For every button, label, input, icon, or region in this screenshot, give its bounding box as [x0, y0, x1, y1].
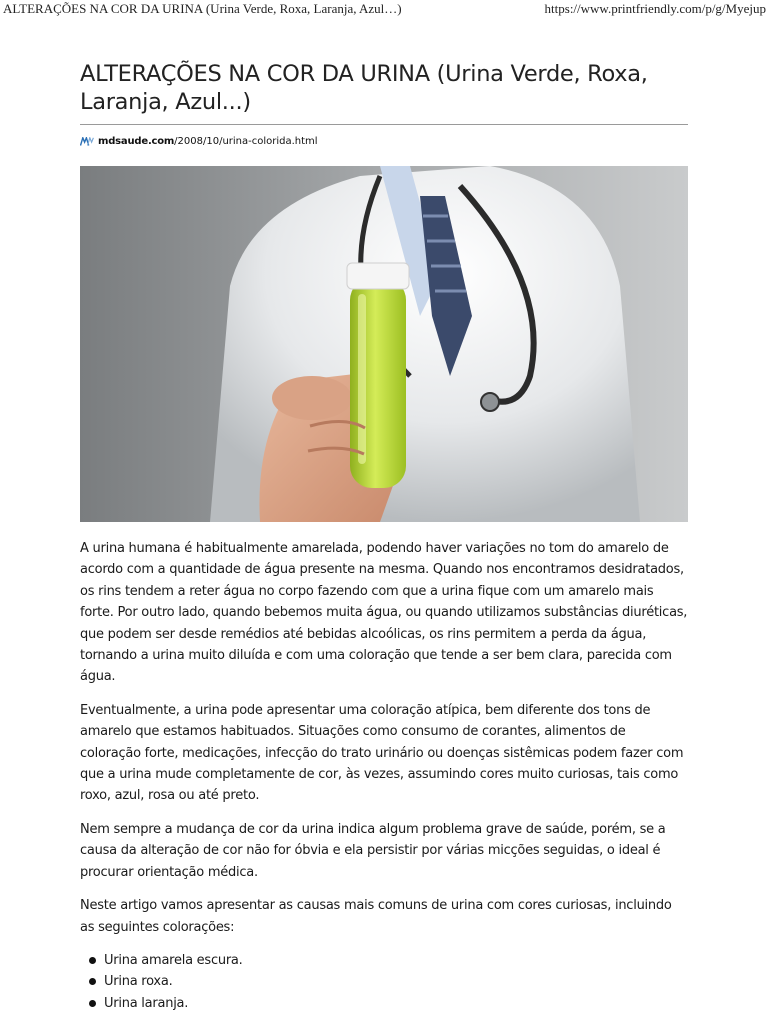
source-domain-link[interactable]: mdsaude.com [98, 135, 175, 147]
source-path: /2008/10/urina-colorida.html [174, 135, 318, 147]
list-item-text: Urina roxa. [104, 974, 173, 990]
list-item-text: Urina amarela escura. [104, 952, 243, 968]
hero-image [80, 166, 688, 522]
list-item [104, 993, 688, 1015]
print-header-url: https://www.printfriendly.com/p/g/Myejup [544, 1, 766, 16]
paragraph: Eventualmente, a urina pode apresentar uma coloração atípica, bem diferente dos tons de amarelo que estamos habituados. Situações como consumo de corantes, alimentos de coloração forte, medicações, infecção do trato urinário ou doenças sistêmicas podem fazer com que a urina mude completamente de cor, às vezes, assumindo cores muito curiosas, tais como roxo, azul, rosa ou até preto. [80, 702, 684, 804]
mdsaude-logo-icon [80, 137, 95, 146]
bullet-icon [89, 978, 96, 985]
print-header-title: ALTERAÇÕES NA COR DA URINA (Urina Verde, Roxa, Laranja, Azul…) [3, 1, 402, 16]
list-item-text: Urina laranja. [104, 995, 189, 1011]
paragraph: Nem sempre a mudança de cor da urina indica algum problema grave de saúde, porém, se a causa da alteração de cor não for óbvia e ela persistir por várias micções seguidas, o ideal é procurar orientação médica. [80, 821, 666, 880]
print-header [0, 0, 768, 22]
paragraph: Neste artigo vamos apresentar as causas mais comuns de urina com cores curiosas, incluindo as seguintes colorações: [80, 898, 672, 935]
paragraph: A urina humana é habitualmente amarelada, podendo haver variações no tom do amarelo de acordo com a quantidade de água presente na mesma. Quando nos encontramos desidratados, os rins tendem a reter água no corpo fazendo com que a urina fique com um amarelo mais forte. Por outro lado, quando bebemos muita água, ou quando utilizamos substâncias diuréticas, que podem ser desde remédios até bebidas alcoólicas, os rins permitem a perda da água, tornando a urina muito diluída e com uma coloração que tende a ser bem clara, parecida com água. [80, 541, 688, 685]
article-body [80, 538, 688, 1014]
source-line [80, 133, 688, 149]
color-list [80, 950, 688, 1015]
article [80, 60, 688, 1014]
list-item [104, 950, 688, 972]
article-title: ALTERAÇÕES NA COR DA URINA (Urina Verde, Roxa, Laranja, Azul...) [80, 60, 688, 125]
list-item [104, 971, 688, 993]
bullet-icon [89, 1000, 96, 1007]
bullet-icon [89, 957, 96, 964]
